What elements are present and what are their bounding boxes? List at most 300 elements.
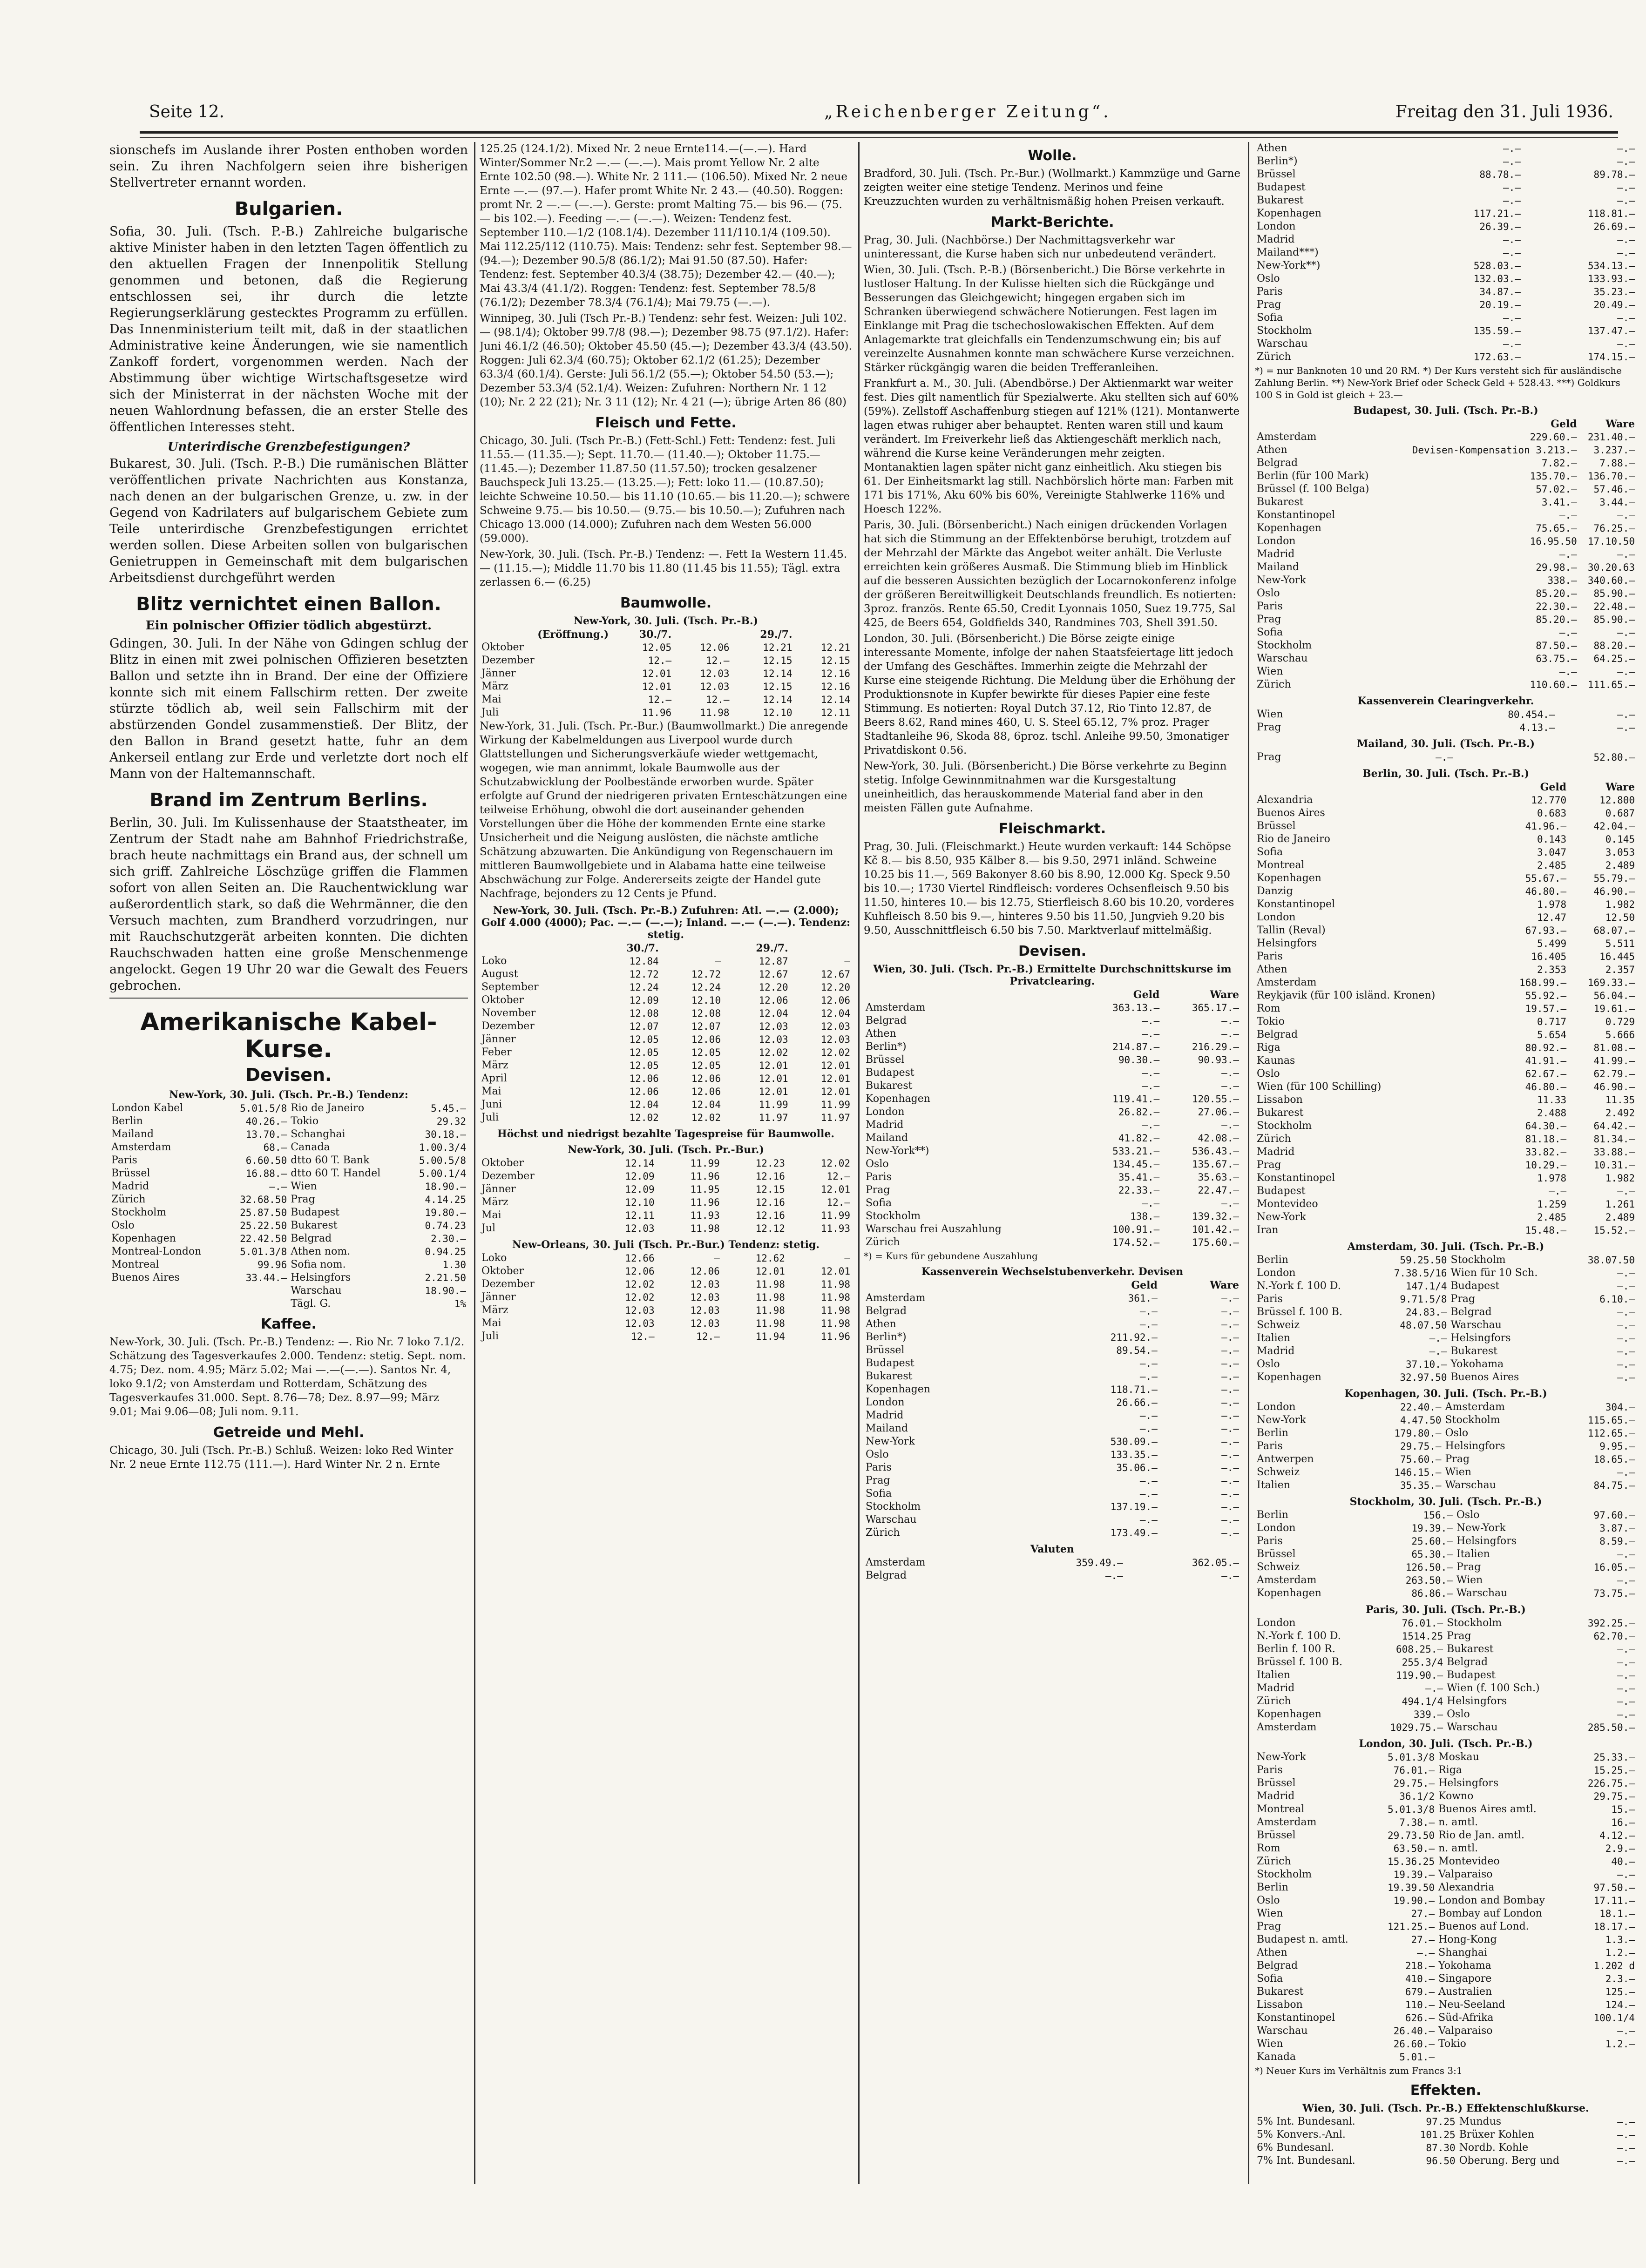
table-row xyxy=(480,1183,852,1196)
table-cell: 340.60.— xyxy=(1587,575,1635,586)
table-row xyxy=(864,1223,1241,1236)
table-cell: Warschau xyxy=(1456,1587,1508,1599)
table-cell: 26.60.— xyxy=(1393,2038,1435,2050)
table-row xyxy=(480,1157,852,1170)
table-header-row xyxy=(480,942,852,955)
table-cell: Oktober xyxy=(481,641,524,653)
table-cell: 1.261 xyxy=(1605,1199,1635,1210)
table-cell: 12.05 xyxy=(642,642,672,653)
table-cell: 285.50.— xyxy=(1587,1722,1635,1733)
table-cell: —.— xyxy=(1549,1186,1567,1197)
table-cell: 99.96 xyxy=(257,1259,287,1270)
table-cell: 365.17.— xyxy=(1192,1002,1239,1013)
table-row xyxy=(1255,652,1637,665)
table-cell: 75.65.— xyxy=(1536,523,1577,534)
table-cell: 35.35.— xyxy=(1400,1480,1442,1491)
table-cell: Berlin xyxy=(1257,1882,1288,1893)
table-cell: Juni xyxy=(481,1099,502,1110)
berlin-table xyxy=(1255,781,1637,1237)
table-cell: 4.13.— xyxy=(1519,722,1555,733)
table-cell: 6.60.50 xyxy=(245,1155,287,1166)
table-cell xyxy=(226,1297,289,1310)
table-cell: 12.01 xyxy=(759,1086,788,1097)
table-cell: — xyxy=(844,956,850,967)
table-row xyxy=(1255,1803,1637,1816)
table-cell: Sofia nom. xyxy=(291,1259,346,1270)
table-cell: Zürich xyxy=(866,1236,900,1248)
table-row xyxy=(864,1357,1241,1370)
table-cell: 5.654 xyxy=(1537,1029,1567,1040)
table-cell: Paris xyxy=(1257,1535,1283,1547)
table-cell: Helsingfors xyxy=(1257,938,1317,949)
table-cell: Prag xyxy=(1257,751,1281,763)
table-cell: 15.48.— xyxy=(1525,1225,1567,1236)
table-cell: —.— xyxy=(1617,1644,1635,1655)
column-header xyxy=(790,942,852,955)
table-cell: Tallin (Reval) xyxy=(1257,925,1326,936)
table-cell: Warschau xyxy=(1447,1721,1498,1733)
table-cell: 120.55.— xyxy=(1192,1094,1239,1105)
table-row xyxy=(1255,613,1637,626)
table-cell: 3.053 xyxy=(1605,847,1635,858)
table-cell: 13.70.— xyxy=(245,1129,287,1140)
table-cell: 216.29.— xyxy=(1192,1041,1239,1053)
table-row xyxy=(1255,483,1637,496)
table-cell: 9.95.— xyxy=(1599,1441,1635,1452)
table-row xyxy=(864,1040,1241,1053)
table-cell: Belgrad xyxy=(866,1305,907,1317)
table-cell: Brüssel f. 100 B. xyxy=(1257,1656,1342,1668)
table-cell: 11.96 xyxy=(642,707,672,718)
table-header-row xyxy=(480,628,852,641)
table-cell: 1.202 d xyxy=(1593,1960,1635,1971)
table-cell: Prag xyxy=(1257,299,1281,310)
table-cell: Kopenhagen xyxy=(1257,1371,1321,1383)
table-cell: 12.03 xyxy=(820,1034,850,1045)
subheading-blitz: Ein polnischer Offizier tödlich abgestürzt. xyxy=(145,619,432,633)
baumwolle-hn-table xyxy=(480,1157,852,1235)
table-cell: Stockholm xyxy=(1257,1869,1312,1880)
table-cell: 12.10 xyxy=(625,1197,655,1208)
table-cell: 19.90.— xyxy=(1393,1895,1435,1906)
table-cell: New-York xyxy=(1257,1751,1306,1763)
table-cell: 12.67 xyxy=(759,969,788,980)
table-row xyxy=(1255,1972,1637,1985)
table-row xyxy=(1255,1427,1637,1440)
table-cell: 0.143 xyxy=(1537,834,1567,845)
table-cell: Bukarest xyxy=(1257,195,1304,206)
table-cell: —.— xyxy=(1617,627,1635,638)
column-header: Geld xyxy=(1131,1279,1158,1291)
table-cell: Rio de Janeiro xyxy=(291,1102,365,1114)
table-cell: 12.— xyxy=(705,694,730,705)
table-cell: 12.24 xyxy=(629,982,659,993)
table-cell: Konstantinopel xyxy=(1257,1172,1335,1184)
table-cell: 2.485 xyxy=(1537,860,1567,871)
table-row xyxy=(864,1435,1241,1448)
table-cell: 59.25.50 xyxy=(1400,1255,1447,1266)
table-row xyxy=(864,1132,1241,1145)
table-row xyxy=(1255,1630,1637,1643)
amsterdam-dateline: Amsterdam, 30. Juli. (Tsch. Pr.-B.) xyxy=(1347,1241,1544,1253)
table-cell: Prag xyxy=(1456,1561,1481,1573)
heading-baumwolle: Baumwolle. xyxy=(620,595,712,611)
table-cell: 35.23.— xyxy=(1593,286,1635,297)
table-cell: 2.21.50 xyxy=(425,1272,466,1283)
table-row xyxy=(1255,1959,1637,1972)
table-cell: Mai xyxy=(481,1086,501,1097)
column-header xyxy=(480,942,593,955)
table-cell: Athen xyxy=(1257,444,1287,456)
table-row xyxy=(1255,1881,1637,1894)
table-cell: Valparaiso xyxy=(1438,2025,1493,2037)
table-cell: —.— xyxy=(1617,338,1635,350)
table-cell: 12.06 xyxy=(691,1034,721,1045)
table-cell: 5% Konvers.-Anl. xyxy=(1257,2129,1346,2140)
table-cell: 11.33 xyxy=(1537,1094,1567,1106)
table-cell: 12.03 xyxy=(759,1021,788,1032)
table-cell: Jänner xyxy=(481,1183,516,1195)
column-header: (Eröffnung.) xyxy=(537,628,609,641)
table-row xyxy=(1255,1643,1637,1656)
table-cell: 12.14 xyxy=(820,694,850,705)
table-cell: Madrid xyxy=(1257,1146,1295,1158)
table-cell: Warschau frei Auszahlung xyxy=(866,1223,1002,1235)
table-row xyxy=(864,1461,1241,1474)
table-cell: —.— xyxy=(1503,182,1521,193)
table-cell: 11.93 xyxy=(820,1223,850,1234)
table-row xyxy=(480,1111,852,1124)
table-cell: 33.44.— xyxy=(245,1272,287,1283)
table-cell: Paris xyxy=(1257,601,1283,612)
table-cell: Kopenhagen xyxy=(1257,1587,1321,1599)
table-row xyxy=(864,1145,1241,1158)
table-cell: 11.97 xyxy=(759,1112,788,1123)
table-cell: 0.717 xyxy=(1537,1016,1567,1027)
table-cell: 174.15.— xyxy=(1587,351,1635,363)
table-cell: Helsingfors xyxy=(1450,1332,1511,1344)
table-cell: 5.499 xyxy=(1537,938,1567,949)
table-cell: 76.25.— xyxy=(1593,523,1635,534)
table-cell: —.— xyxy=(1139,1488,1158,1499)
table-cell: 255.3/4 xyxy=(1402,1657,1443,1668)
column-header xyxy=(794,628,852,641)
table-cell: Paris xyxy=(1257,286,1283,297)
table-cell: 1.2.— xyxy=(1605,2038,1635,2050)
table-cell: Prag xyxy=(1257,614,1281,625)
table-cell: —.— xyxy=(1221,1319,1239,1330)
table-cell: Paris xyxy=(111,1154,137,1166)
report-london: London, 30. Juli. (Börsenbericht.) Die Börse zeigte einige interessante Momente, infolge der nahen Staatsfeiertage litt jedoch der Umfang des Geschäftes. Immerhin zeigte die Mehrzahl der Kurse eine steigende Richtung. Die Meldung über die Erhöhung der Produktionsnote in Kupfer bewirkte für dieses Papier eine feste Stimmung. Es notierten: Royal Dutch 37.12, Rio Tinto 12.87, de Beers 8.62, Rand mines 460, U. S. Steel 65.12, 7% proz. Prager Stadtanleihe 96, Skoda 88, 6proz. tschl. Anleihe 99.50, 3monatiger Privatdiskont 0.56. xyxy=(864,633,1235,756)
table-cell: 18.90.— xyxy=(425,1181,466,1192)
table-cell: 7.38.— xyxy=(1399,1817,1435,1828)
table-row xyxy=(1255,1509,1637,1522)
table-cell: 11.98 xyxy=(755,1318,785,1329)
table-cell: Kaunas xyxy=(1257,1055,1295,1066)
table-cell: 12.15 xyxy=(763,655,793,666)
column-header xyxy=(661,942,723,955)
table-cell: —.— xyxy=(1221,1198,1239,1209)
table-cell: 12.20 xyxy=(759,982,788,993)
table-cell: 96.50 xyxy=(1426,2155,1456,2167)
table-row xyxy=(480,1059,852,1072)
table-row xyxy=(480,1007,852,1020)
table-cell: Warschau xyxy=(1257,653,1308,664)
table-row xyxy=(480,994,852,1007)
table-cell: Oslo xyxy=(1456,1509,1480,1521)
table-cell: 16.405 xyxy=(1531,951,1567,962)
table-cell: 12.24 xyxy=(691,982,721,993)
table-cell: 304.— xyxy=(1605,1402,1635,1413)
table-cell: 3.87.— xyxy=(1599,1523,1635,1534)
table-cell: 0.94.25 xyxy=(425,1246,466,1257)
table-cell: Belgrad xyxy=(1257,457,1298,469)
table-cell: 12.23 xyxy=(755,1158,785,1169)
table-row xyxy=(1255,859,1637,872)
table-cell: —.— xyxy=(1503,156,1521,167)
table-cell: 26.66.— xyxy=(1116,1397,1158,1408)
table-cell: 12.16 xyxy=(820,681,850,692)
table-cell: 12.14 xyxy=(625,1158,655,1169)
table-row xyxy=(1255,626,1637,639)
table-row xyxy=(864,1409,1241,1422)
table-cell: 172.63.— xyxy=(1473,351,1521,363)
table-cell: Mailand xyxy=(866,1132,908,1144)
table-cell: 3.44.— xyxy=(1599,497,1635,508)
table-row xyxy=(1255,1907,1637,1920)
table-cell: Iran xyxy=(1257,1224,1279,1236)
table-row xyxy=(1255,311,1637,324)
heading-blitz: Blitz vernichtet einen Ballon. xyxy=(136,594,441,615)
table-row xyxy=(480,1252,852,1265)
table-cell: Belgrad xyxy=(866,1570,907,1581)
table-row xyxy=(1255,937,1637,950)
table-cell: 87.30 xyxy=(1426,2142,1456,2153)
table-row xyxy=(1255,1842,1637,1855)
table-cell: 12.04 xyxy=(820,1008,850,1019)
table-cell: 88.20.— xyxy=(1593,640,1635,651)
kassenverein-clearing-table xyxy=(1255,708,1637,734)
table-cell: —.— xyxy=(1617,1467,1635,1478)
table-cell: 12.14 xyxy=(763,668,793,679)
table-cell: Kopenhagen xyxy=(1257,208,1321,219)
table-cell: 76.01.— xyxy=(1402,1618,1443,1629)
table-cell: Prag xyxy=(1257,1921,1281,1932)
table-cell: —.— xyxy=(1617,1696,1635,1707)
table-cell: Mailand xyxy=(866,1423,908,1434)
table-cell: Berlin*) xyxy=(866,1041,907,1053)
table-cell: 89.54.— xyxy=(1116,1345,1158,1356)
table-cell: 12.— xyxy=(705,655,730,666)
table-cell: 12.15 xyxy=(763,681,793,692)
column-header: Geld xyxy=(1540,781,1567,793)
table-cell: 6.10.— xyxy=(1599,1294,1635,1305)
table-cell: — xyxy=(714,1253,720,1264)
table-cell: —.— xyxy=(1105,1570,1123,1581)
table-header-row xyxy=(864,988,1241,1001)
table-cell: Brüssel (f. 100 Belga) xyxy=(1257,483,1369,495)
table-cell: Rio de Janeiro xyxy=(1257,833,1330,845)
table-cell: Stockholm xyxy=(1450,1254,1506,1266)
table-cell: —.— xyxy=(1617,549,1635,560)
table-cell: Mai xyxy=(481,694,501,705)
table-cell: —.— xyxy=(1142,1015,1160,1026)
table-row xyxy=(480,1072,852,1085)
table-row xyxy=(1255,2115,1637,2128)
table-cell: Jul xyxy=(481,1222,496,1234)
table-cell: 133.93.— xyxy=(1587,273,1635,284)
report-fett-newyork: New-York, 30. Juli. (Tsch. Pr.-B.) Tendenz: —. Fett Ia Western 11.45.— (11.15.—); Middle 11.70 bis 11.80 (11.45 bis 11.55); Tägl. extra zerlassen 6.— (6.25) xyxy=(480,548,847,588)
table-cell: Athen xyxy=(866,1028,896,1040)
table-cell: 12.06 xyxy=(700,642,730,653)
table-cell: Wien xyxy=(1257,709,1283,720)
table-row xyxy=(1255,272,1637,285)
table-row xyxy=(1255,1816,1637,1829)
table-cell: 11.99 xyxy=(820,1210,850,1221)
table-row xyxy=(1255,207,1637,220)
table-cell: 7.88.— xyxy=(1599,458,1635,469)
table-cell: 533.21.— xyxy=(1112,1146,1160,1157)
running-header xyxy=(149,100,1613,129)
table-cell: 1% xyxy=(454,1298,466,1310)
table-row xyxy=(864,1500,1241,1513)
table-cell: 12.01 xyxy=(820,1184,850,1195)
table-cell: 12.01 xyxy=(820,1060,850,1071)
table-cell: 12.72 xyxy=(629,969,659,980)
table-cell: 12.02 xyxy=(820,1158,850,1169)
column-header: 29./7. xyxy=(756,942,788,954)
table-cell: —.— xyxy=(1617,1683,1635,1694)
table-cell: Athen xyxy=(1257,964,1287,975)
table-cell: 55.79.— xyxy=(1593,873,1635,884)
amsterdam-table xyxy=(1255,1254,1637,1384)
table-row xyxy=(864,1344,1241,1357)
table-cell: Shanghai xyxy=(1438,1947,1488,1958)
table-cell: 1.00.3/4 xyxy=(419,1142,466,1153)
table-row xyxy=(1255,911,1637,924)
table-cell: Berlin xyxy=(111,1115,143,1127)
table-cell: Helsingfors xyxy=(1438,1777,1499,1789)
table-cell: August xyxy=(481,968,518,980)
table-cell: 359.49.— xyxy=(1076,1557,1123,1568)
table-cell: 29.75.— xyxy=(1593,1791,1635,1802)
table-cell: Athen xyxy=(1257,1947,1287,1958)
table-cell xyxy=(109,1284,226,1297)
table-cell: Oslo xyxy=(1257,1068,1280,1080)
table-cell: —.— xyxy=(1221,1120,1239,1131)
table-cell: 80.92.— xyxy=(1525,1042,1567,1053)
table-cell: Stockholm xyxy=(1257,325,1312,337)
column-divider xyxy=(474,142,475,2184)
article-bulgarien: Sofia, 30. Juli. (Tsch. P.-B.) Zahlreiche bulgarische aktive Minister haben in den letzten Tagen öffentlich zu den aktuellen Fragen der Innenpolitik Stellung genommen und betonen, daß die Regierung entschlossen sei, ihr durch die letzte Regierungserklärung gestecktes Programm zu erfüllen. Das Innenministerium teilt mit, daß in der staatlichen Administrative keine Änderungen, wie sie namentlich Zankoff fordert, vorgenommen werden. Nach der Abstimmung über wichtige Wirtschaftsgesetze wird sich der Ministerrat in der nächsten Woche mit der neuen Wahlordnung befassen, die an erster Stelle des öffentlichen Interesses steht. xyxy=(109,224,468,434)
table-row xyxy=(864,1053,1241,1066)
table-cell: 5.511 xyxy=(1605,938,1635,949)
table-row xyxy=(1255,1721,1637,1734)
table-cell: Loko xyxy=(481,1252,507,1264)
table-cell: 3.047 xyxy=(1537,847,1567,858)
table-cell: 12.05 xyxy=(691,1047,721,1058)
table-cell: 56.04.— xyxy=(1593,990,1635,1001)
table-cell: Sofia xyxy=(1257,1973,1283,1984)
table-cell: 22.30.— xyxy=(1536,601,1577,612)
table-cell: Montreal xyxy=(1257,1803,1305,1815)
table-row xyxy=(864,1171,1241,1184)
table-cell: London and Bombay xyxy=(1438,1895,1545,1906)
table-cell: Wien xyxy=(1257,1908,1283,1919)
table-cell: 67.93.— xyxy=(1525,925,1567,936)
table-row xyxy=(1255,639,1637,652)
table-cell: 12.01 xyxy=(642,681,672,692)
table-cell: Zürich xyxy=(1257,1695,1291,1707)
table-cell: Yokohama xyxy=(1450,1358,1504,1370)
table-row xyxy=(480,968,852,981)
table-cell: 1029.75.— xyxy=(1390,1722,1443,1733)
table-cell: 12.72 xyxy=(691,969,721,980)
table-cell: 40.— xyxy=(1611,1856,1635,1867)
table-cell: Prag xyxy=(866,1475,890,1486)
table-cell: 12.87 xyxy=(759,956,788,967)
report-frankfurt: Frankfurt a. M., 30. Juli. (Abendbörse.) Der Aktienmarkt war weiter fest. Dies gilt namentlich für Spezialwerte. Aku stellten sich auf 60% (59%). Zellstoff Aschaffenburg stiegen auf 121% (121). Montanwerte lagen etwas ruhiger aber behauptet. Renten waren still und kaum verändert. Im Freiverkehr ließ das Aktiengeschäft merklich nach, während die Kurse keine Veränderungen mehr zeigten. Montanaktien lagen später nicht ganz einheitlich. Aku stiegen bis 61. Der Einheitsmarkt lag still. Nachbörslich hörte man: Farben mit 171 bis 171%, Aku 60% bis 60%, Vereinigte Stahlwerke 116% und Hoesch 122%. xyxy=(864,378,1240,515)
table-cell: 12.02 xyxy=(625,1279,655,1290)
table-cell: 25.60.— xyxy=(1411,1536,1453,1547)
table-cell: Madrid xyxy=(1257,1682,1295,1694)
table-cell: 11.99 xyxy=(820,1099,850,1110)
table-cell: Athen xyxy=(866,1318,896,1330)
table-row xyxy=(1255,898,1637,911)
table-cell: 1.978 xyxy=(1537,1173,1567,1184)
table-row xyxy=(480,1085,852,1098)
table-cell: 19.39.50 xyxy=(1387,1882,1435,1893)
table-cell: —.— xyxy=(1139,1358,1158,1369)
column-header xyxy=(673,628,731,641)
table-cell: 0.687 xyxy=(1605,808,1635,819)
column-divider xyxy=(1248,142,1249,2184)
table-cell: Warschau xyxy=(1445,1479,1496,1491)
table-cell: 30.18.— xyxy=(425,1129,466,1140)
article-getreide: Chicago, 30. Juli (Tsch. Pr.-B.) Schluß. Weizen: loko Red Winter Nr. 2 neue Ernte 112.75 (111.—). Hard Winter Nr. 2 n. Ernte xyxy=(109,1444,454,1471)
baumwolle-schluss-table xyxy=(480,942,852,1124)
table-cell: Madrid xyxy=(1257,1345,1295,1357)
table-cell: 25.22.50 xyxy=(240,1220,287,1231)
table-cell: N.-York f. 100 D. xyxy=(1257,1280,1341,1292)
table-cell: 11.98 xyxy=(820,1318,850,1329)
table-cell: 5.00.1/4 xyxy=(419,1168,466,1179)
table-cell: Schweiz xyxy=(1257,1561,1300,1573)
table-cell: 338.— xyxy=(1547,575,1577,586)
table-cell: 63.75.— xyxy=(1536,653,1577,664)
article-continuation: sionschefs im Auslande ihrer Posten enthoben worden sein. Zu ihren Nachfolgern seien ihre bisherigen Stellvertreter ernannt worden. xyxy=(109,143,468,190)
table-row xyxy=(1255,1332,1637,1345)
table-cell: Montevideo xyxy=(1257,1198,1318,1210)
table-cell: 626.— xyxy=(1405,2012,1435,2024)
table-cell: 12.20 xyxy=(820,982,850,993)
table-cell: 179.80.— xyxy=(1394,1428,1442,1439)
table-cell: —.— xyxy=(1221,1527,1239,1539)
table-cell xyxy=(226,1284,289,1297)
table-row xyxy=(1255,751,1637,764)
table-cell: 231.40.— xyxy=(1587,432,1635,443)
table-cell: 22.42.50 xyxy=(240,1233,287,1244)
table-cell: —.— xyxy=(1221,1570,1239,1581)
table-cell: 2.488 xyxy=(1537,1107,1567,1119)
table-cell: —.— xyxy=(1617,195,1635,206)
table-cell: 263.50.— xyxy=(1405,1575,1453,1586)
table-cell: New-York xyxy=(1257,1211,1306,1223)
table-row xyxy=(480,693,852,706)
table-cell: Stockholm xyxy=(866,1210,921,1222)
table-cell: 125.— xyxy=(1605,1986,1635,1998)
table-cell: 11.96 xyxy=(820,1331,850,1342)
